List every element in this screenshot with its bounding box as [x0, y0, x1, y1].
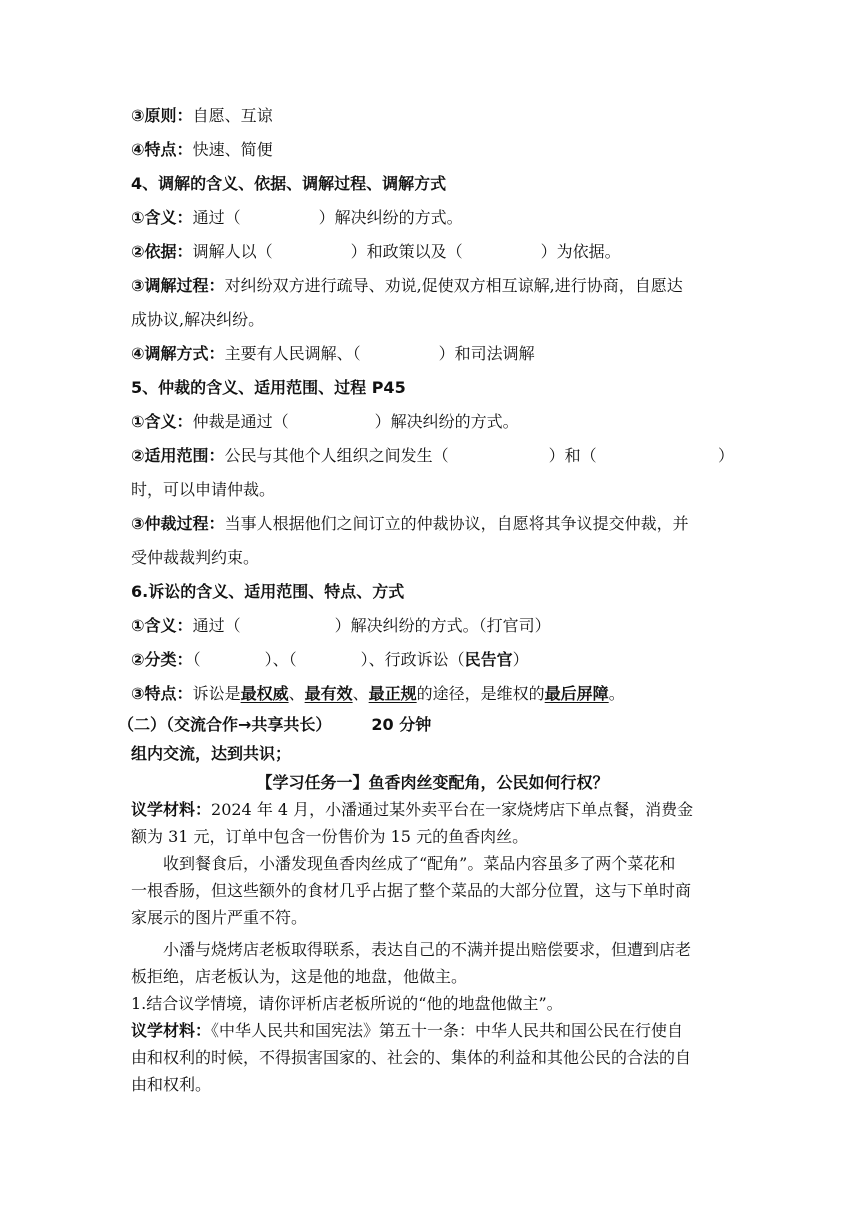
heading-arbitration: 5、仲裁的含义、适用范围、过程 P45	[131, 378, 406, 397]
principle-line: ③原则：自愿、互谅	[131, 106, 273, 125]
heading-mediation: 4、调解的含义、依据、调解过程、调解方式	[131, 174, 447, 193]
arbitration-process-cont: 受仲裁裁判约束。	[131, 548, 260, 567]
paragraph-two: 小潘与烧烤店老板取得联系，表达自己的不满并提出赔偿要求，但遭到店老	[163, 940, 692, 959]
litigation-types-line: ②分类：（ ）、（ ）、行政诉讼（民告官）	[131, 650, 529, 669]
material-two-cont: 由和权利的时候，不得损害国家的、社会的、集体的利益和其他公民的合法的自	[131, 1048, 692, 1067]
material-two-cont2: 由和权利。	[131, 1075, 212, 1094]
paragraph-one: 收到餐食后，小潘发现鱼香肉丝成了“配角”。菜品内容虽多了两个菜花和	[163, 854, 676, 873]
arbitration-scope-line: ②适用范围：公民与其他个人组织之间发生（ ）和（ ）	[131, 446, 734, 465]
heading-litigation: 6.诉讼的含义、适用范围、特点、方式	[131, 582, 405, 601]
mediation-method-line: ④调解方式：主要有人民调解、（ ）和司法调解	[131, 344, 535, 363]
paragraph-two-cont: 板拒绝，店老板认为，这是他的地盘，他做主。	[131, 967, 468, 986]
mediation-process-line: ③调解过程：对纠纷双方进行疏导、劝说,促使双方相互谅解,进行协商，自愿达	[131, 276, 683, 295]
arbitration-scope-cont: 时，可以申请仲裁。	[131, 480, 276, 499]
question-one: 1.结合议学情境，请你评析店老板所说的“他的地盘他做主”。	[131, 994, 563, 1013]
mediation-meaning-line: ①含义：通过（ ）解决纠纷的方式。	[131, 208, 463, 227]
mediation-process-cont: 成协议,解决纠纷。	[131, 310, 265, 329]
material-two-line: 议学材料：《中华人民共和国宪法》第五十一条：中华人民共和国公民在行使自	[131, 1021, 684, 1040]
paragraph-one-cont2: 家展示的图片严重不符。	[131, 908, 308, 927]
litigation-features-line: ③特点：诉讼是最权威、最有效、最正规的途径，是维权的最后屏障。	[131, 684, 625, 703]
arbitration-process-line: ③仲裁过程：当事人根据他们之间订立的仲裁协议，自愿将其争议提交仲裁，并	[131, 514, 689, 533]
litigation-meaning-line: ①含义：通过（ ）解决纠纷的方式。（打官司）	[131, 616, 551, 635]
feature-line: ④特点：快速、简便	[131, 140, 273, 159]
material-one-cont: 额为 31 元，订单中包含一份售价为 15 元的鱼香肉丝。	[131, 827, 529, 846]
paragraph-one-cont: 一根香肠，但这些额外的食材几乎占据了整个菜品的大部分位置，这与下单时商	[131, 881, 692, 900]
material-one-line: 议学材料：2024 年 4 月，小潘通过某外卖平台在一家烧烤店下单点餐，消费金	[131, 800, 694, 819]
task-one-title: 【学习任务一】鱼香肉丝变配角，公民如何行权？	[256, 773, 609, 792]
section-two-title: （二）（交流合作→共享共长） 20 分钟	[118, 715, 432, 734]
arbitration-meaning-line: ①含义：仲裁是通过（ ）解决纠纷的方式。	[131, 412, 519, 431]
section-two-subtitle: 组内交流，达到共识；	[131, 744, 292, 763]
mediation-basis-line: ②依据：调解人以（ ）和政策以及（ ）为依据。	[131, 242, 621, 261]
